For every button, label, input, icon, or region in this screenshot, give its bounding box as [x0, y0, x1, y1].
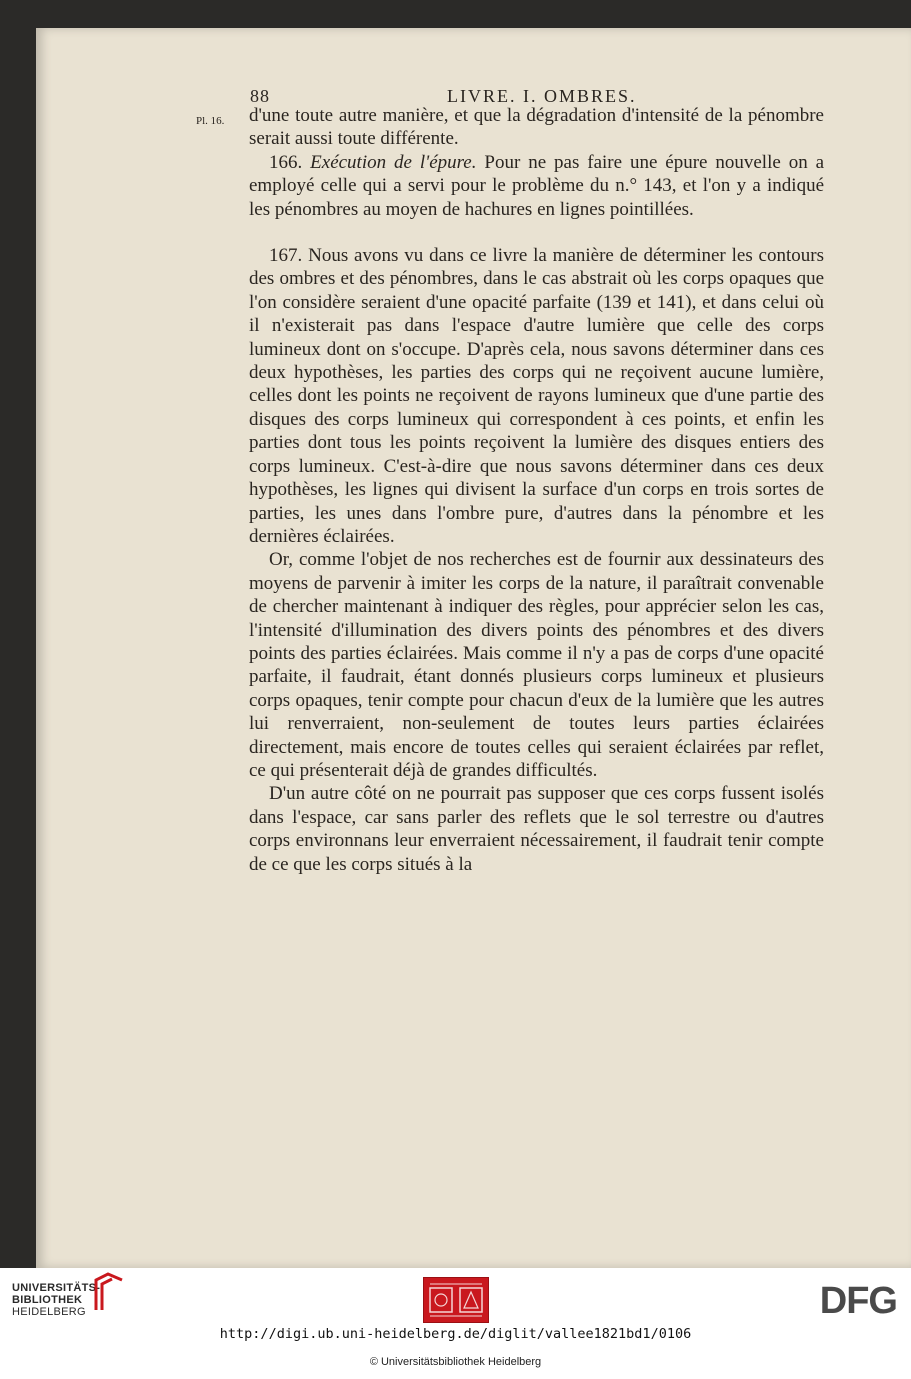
chapter-title: LIVRE. I. OMBRES.: [447, 86, 637, 106]
dfg-logo[interactable]: DFG: [819, 1280, 897, 1322]
page-url[interactable]: http://digi.ub.uni-heidelberg.de/diglit/vallee1821bd1/0106: [219, 1326, 692, 1342]
paragraph-166: [249, 151, 824, 221]
section-number-166: 166.: [269, 151, 303, 173]
paragraph-dun-autre: D'un autre côté on ne pourrait pas supposer que ces corps fussent isolés dans l'espace, car sans parler des reflets que le sol terrestre ou d'autres corps environnans leur enverraient nécessairement, il faudrait tenir compte de ce que les corps situés à la: [249, 783, 824, 875]
section-title-166: Exécution de l'épure.: [310, 151, 477, 173]
viewer-footer: [0, 1268, 911, 1379]
library-logo[interactable]: [12, 1282, 100, 1318]
badge-ornament-icon: [424, 1278, 488, 1322]
paragraph-167: 167. Nous avons vu dans ce livre la manière de déterminer les contours des ombres et des pénombres, dans le cas abstrait où les corps opaques que l'on considère seraient d'une opacité parfaite (139 et 141), et dans celui où il n'existerait pas dans l'espace d'autre lumière que celle des corps lumineux dont on s'occupe. D'après cela, nous savons déterminer dans ces deux hypothèses, les parties des corps qui ne reçoivent aucune lumière, celles dont les points ne reçoivent de rayons lumineux que d'une partie des disques des corps lumineux qui correspondent à ces points, et enfin les parties dont tous les points reçoivent la lumière des disques entiers des corps lumineux. C'est-à-dire que nous savons déterminer dans ces deux hypothèses, les lignes qui divisent la surface d'un corps en trois sortes de parties, les unes dans l'ombre pure, d'autres dans la pénombre et les dernières éclairées.: [249, 245, 824, 547]
library-name-line-1: UNIVERSITÄTS-: [12, 1282, 101, 1294]
paragraph-1: d'une toute autre manière, et que la dégradation d'intensité de la pénombre serait aussi toute différente.: [249, 105, 824, 150]
body-text: [249, 104, 824, 876]
library-mark-icon: [92, 1272, 126, 1312]
margin-note: Pl. 16.: [196, 115, 225, 127]
paragraph-or: Or, comme l'objet de nos recherches est de fournir aux dessinateurs des moyens de parvenir à imiter les corps de la nature, il paraîtrait convenable de chercher maintenant à indiquer des règles, pour apprécier selon les cas, l'intensité d'illumination des divers points des pénombres et des divers points des parties éclairées. Mais comme il n'y a pas de corps d'une opacité parfaite, il faudrait, étant donnés plusieurs corps lumineux et plusieurs corps opaques, tenir compte pour chacun d'eux de la lumière que les autres lui renverraient, non-seulement de toutes leurs parties éclairées directement, mais encore de toutes celles qui seraient éclairées par reflet, ce qui présenterait déjà de grandes difficultés.: [249, 549, 824, 781]
copyright-notice: © Universitätsbibliothek Heidelberg: [369, 1356, 542, 1368]
page-number: 88: [250, 86, 270, 106]
episteme-badge-icon[interactable]: [423, 1277, 489, 1323]
library-name-line-3: HEIDELBERG: [12, 1306, 86, 1318]
library-name-line-2: BIBLIOTHEK: [12, 1294, 83, 1306]
section-text-166: Pour ne pas faire une épure nouvelle on a employé celle qui a servi pour le problème du n.° 143, et l'on y a indiqué les pénombres au moyen de hachures en lignes pointillées.: [249, 151, 825, 220]
